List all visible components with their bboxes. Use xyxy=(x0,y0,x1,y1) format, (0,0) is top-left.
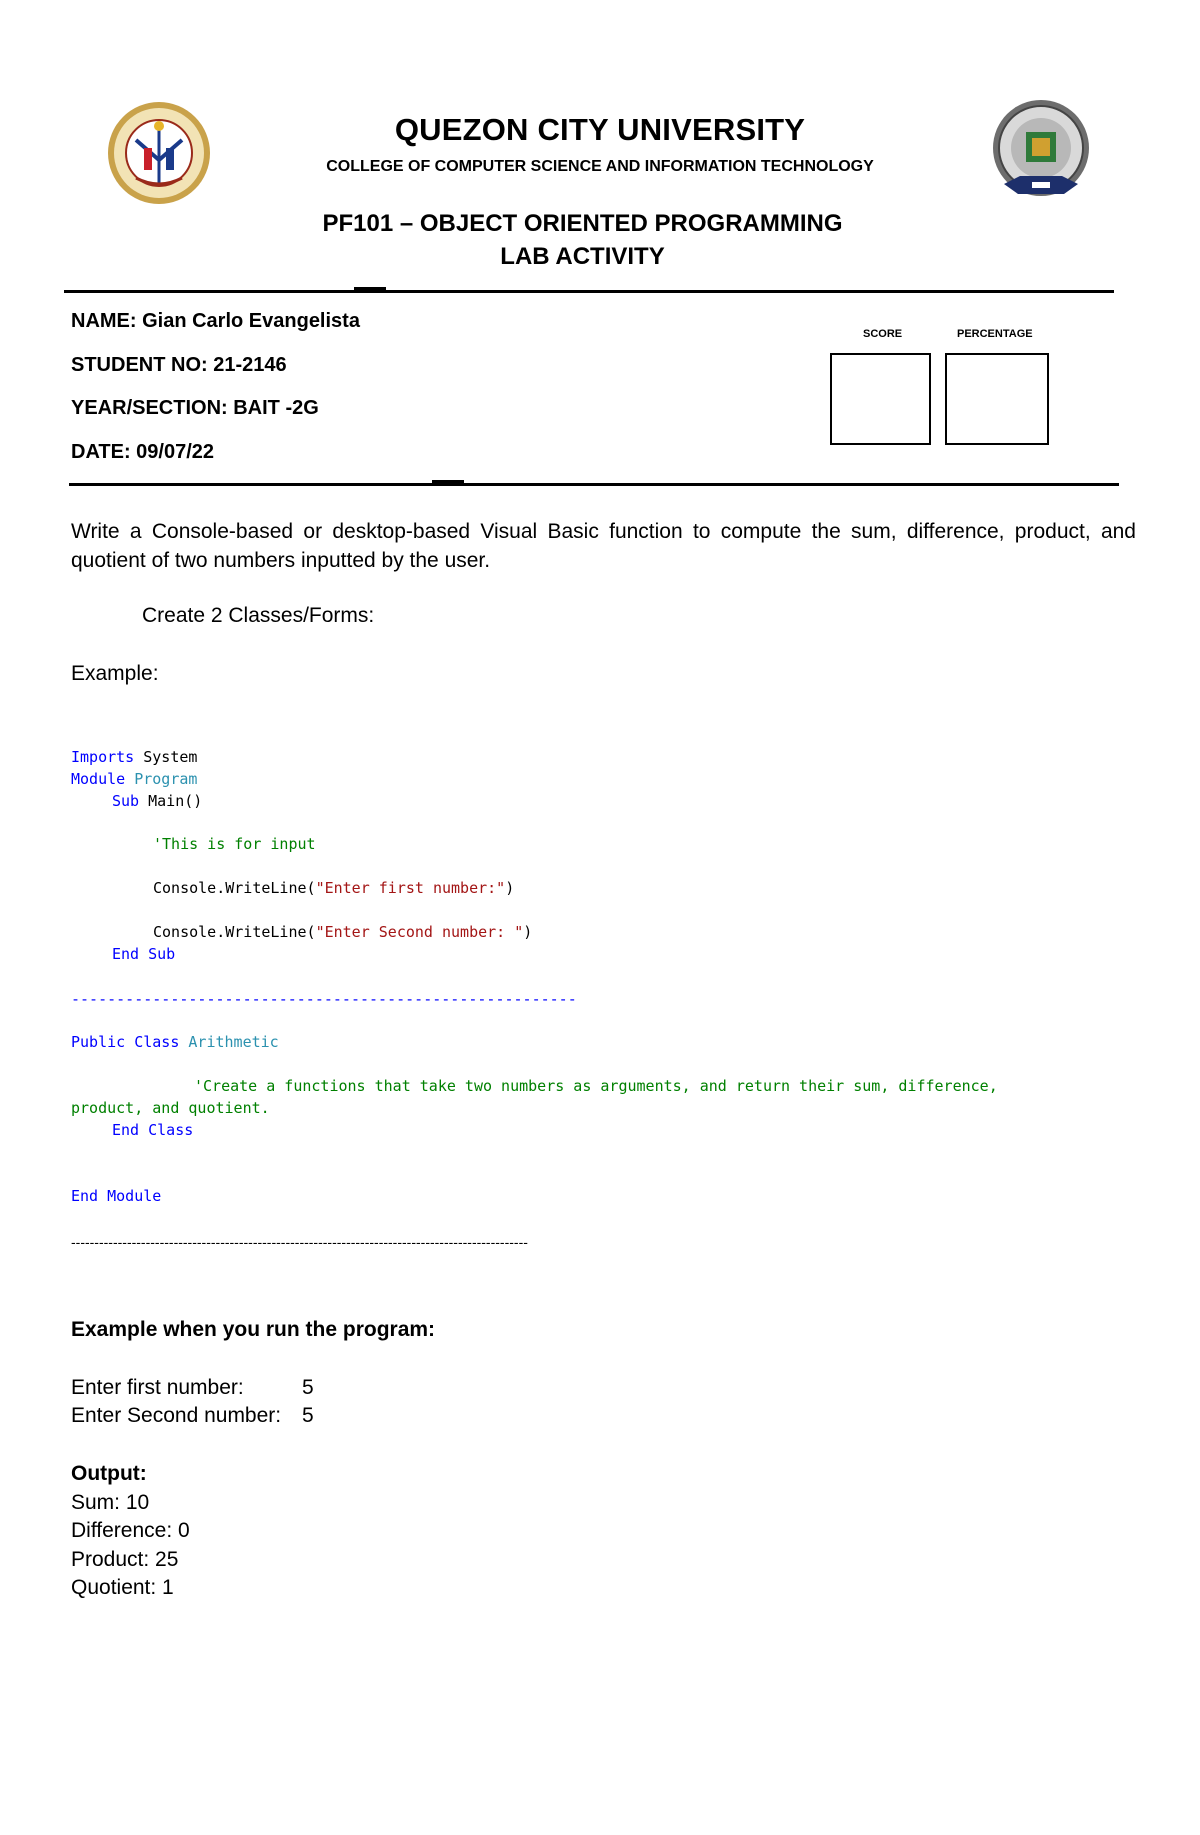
student-name: NAME: Gian Carlo Evangelista xyxy=(71,310,360,332)
code-text: Console.WriteLine( xyxy=(153,923,316,941)
date: DATE: 09/07/22 xyxy=(71,441,215,463)
header-divider-accent xyxy=(354,287,386,290)
code-line-class xyxy=(71,1033,279,1051)
output-difference: Difference: 0 xyxy=(71,1519,190,1542)
code-separator: -------------------------------------------------------- xyxy=(71,990,577,1008)
code-keyword: Module xyxy=(71,770,126,788)
year-section: YEAR/SECTION: BAIT -2G xyxy=(71,397,319,419)
code-type: Program xyxy=(125,770,198,788)
percentage-label: PERCENTAGE xyxy=(957,328,1033,340)
code-end-class: End Class xyxy=(112,1121,194,1139)
university-name: QUEZON CITY UNIVERSITY xyxy=(394,112,806,147)
output-quotient: Quotient: 1 xyxy=(71,1576,174,1599)
header-divider xyxy=(64,290,1114,293)
code-text: ) xyxy=(505,879,515,897)
college-name: COLLEGE OF COMPUTER SCIENCE AND INFORMATION TECHNOLOGY xyxy=(326,158,874,175)
code-string: "Enter Second number: " xyxy=(315,923,524,941)
course-title: PF101 – OBJECT ORIENTED PROGRAMMING xyxy=(322,210,843,237)
code-line-console-first xyxy=(153,879,514,897)
code-keyword: Imports xyxy=(71,748,135,766)
output-product: Product: 25 xyxy=(71,1548,179,1571)
second-number-value: 5 xyxy=(302,1404,314,1427)
score-box xyxy=(830,353,931,445)
code-line-console-second xyxy=(153,923,532,941)
task-description: Write a Console-based or desktop-based Visual Basic function to compute the sum, difference, product, and quotient of two numbers inputted by the user. xyxy=(71,520,1136,572)
code-end-sub: End Sub xyxy=(112,945,176,963)
score-label: SCORE xyxy=(863,328,903,340)
percentage-box xyxy=(945,353,1049,445)
code-end-module: End Module xyxy=(71,1187,162,1205)
second-number-label: Enter Second number: xyxy=(71,1404,282,1427)
student-number: STUDENT NO: 21-2146 xyxy=(71,354,287,376)
code-comment-input: 'This is for input xyxy=(153,835,316,853)
first-number-label: Enter first number: xyxy=(71,1376,244,1399)
code-text: Console.WriteLine( xyxy=(153,879,316,897)
code-comment-create: 'Create a functions that take two numbers as arguments, and return their sum, difference, xyxy=(194,1077,998,1095)
create-instruction: Create 2 Classes/Forms: xyxy=(142,604,375,627)
code-type: Arithmetic xyxy=(179,1033,279,1051)
activity-title: LAB ACTIVITY xyxy=(500,243,665,270)
code-keyword: Sub xyxy=(112,792,140,810)
code-keyword: Public Class xyxy=(71,1033,180,1051)
section-separator: -------------------------------------------------------------------------------------------------- xyxy=(71,1234,528,1250)
output-title: Output: xyxy=(71,1462,147,1485)
code-text: System xyxy=(134,748,198,766)
info-divider-accent xyxy=(432,480,464,483)
code-string: "Enter first number:" xyxy=(315,879,506,897)
code-line-imports xyxy=(71,748,197,766)
run-example-title: Example when you run the program: xyxy=(71,1318,436,1341)
first-number-value: 5 xyxy=(302,1376,314,1399)
code-comment-create-cont: product, and quotient. xyxy=(71,1099,270,1117)
code-text: ) xyxy=(523,923,533,941)
code-line-module xyxy=(71,770,197,788)
info-divider xyxy=(69,483,1119,486)
code-text: Main() xyxy=(139,792,203,810)
output-sum: Sum: 10 xyxy=(71,1491,150,1514)
example-label: Example: xyxy=(71,662,159,685)
code-line-sub xyxy=(112,792,202,810)
